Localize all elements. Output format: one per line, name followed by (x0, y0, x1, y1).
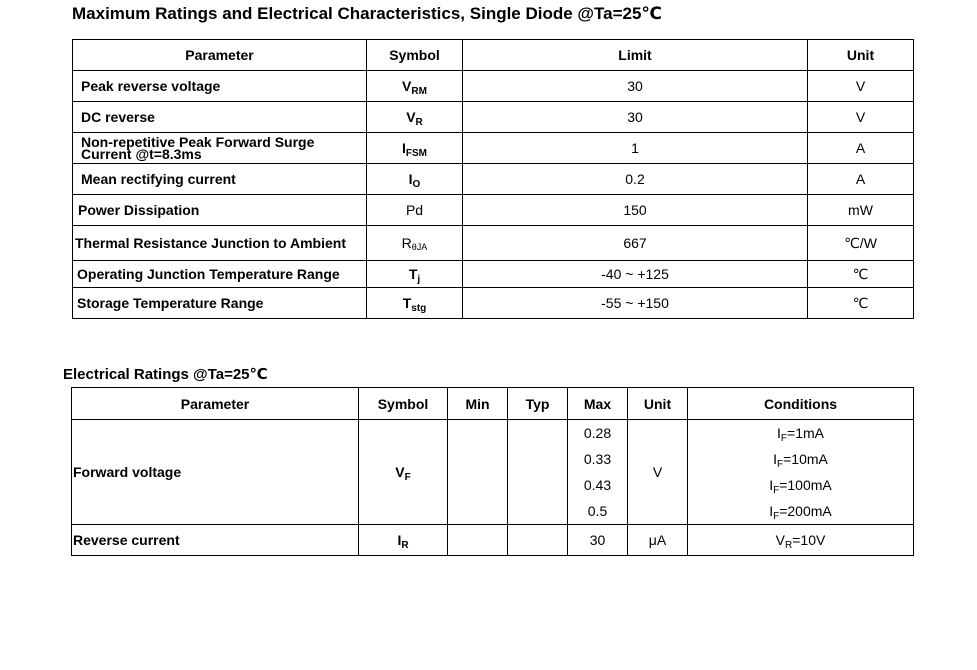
header-unit: Unit (808, 40, 914, 71)
max-value: 0.33 (583, 451, 612, 467)
limit-cell: 150 (463, 195, 808, 226)
header-min: Min (448, 388, 508, 420)
parameter-cell: Operating Junction Temperature Range (73, 261, 367, 288)
symbol-cell: $V_F$ (359, 420, 448, 525)
limit-cell: 30 (463, 71, 808, 102)
parameter-cell: Reverse current (72, 525, 359, 556)
conditions-cell: $V_R=10V$ (688, 525, 914, 556)
min-cell (448, 420, 508, 525)
header-symbol: Symbol (359, 388, 448, 420)
symbol-cell: Pd (367, 195, 463, 226)
symbol-cell: $I_O$ (367, 164, 463, 195)
parameter-cell: Peak reverse voltage (73, 71, 367, 102)
parameter-cell: Forward voltage (72, 420, 359, 525)
header-typ: Typ (508, 388, 568, 420)
symbol-cell: $T_j$ (367, 261, 463, 288)
symbol-cell: $I_{FSM}$ (367, 133, 463, 164)
maximum-ratings-title: Maximum Ratings and Electrical Characteristics, Single Diode @Ta=25℃ (72, 4, 663, 23)
limit-cell: 667 (463, 226, 808, 261)
header-conditions: Conditions (688, 388, 914, 420)
header-max: Max (568, 388, 628, 420)
table-row (73, 195, 914, 226)
condition: $I_F=10mA$ (773, 451, 828, 470)
table-row (73, 261, 914, 288)
unit-cell: A (808, 164, 914, 195)
parameter-cell: Mean rectifying current (73, 164, 367, 195)
limit-cell: 0.2 (463, 164, 808, 195)
header-parameter: Parameter (73, 40, 367, 71)
table-header-row (72, 388, 914, 420)
unit-cell: ℃ (808, 288, 914, 319)
condition: $I_F=1mA$ (777, 425, 824, 444)
symbol-cell: $V_{RM}$ (367, 71, 463, 102)
unit-cell: A (808, 133, 914, 164)
table-row (73, 288, 914, 319)
parameter-cell: Non-repetitive Peak Forward Surge Current @t=8.3ms (73, 133, 367, 164)
limit-cell: -40 ~ +125 (463, 261, 808, 288)
symbol-cell: RθJA (367, 226, 463, 261)
unit-cell: mW (808, 195, 914, 226)
unit-cell: ℃ (808, 261, 914, 288)
table-row (73, 164, 914, 195)
parameter-cell: Power Dissipation (73, 195, 367, 226)
max-value: 0.43 (583, 477, 612, 493)
header-limit: Limit (463, 40, 808, 71)
symbol-cell: $T_{stg}$ (367, 288, 463, 319)
table-row-forward-voltage (72, 420, 914, 525)
header-unit: Unit (628, 388, 688, 420)
table-row-reverse-current (72, 525, 914, 556)
electrical-ratings-title: Electrical Ratings @Ta=25℃ (63, 366, 268, 383)
max-value: 0.28 (583, 425, 612, 441)
parameter-cell: DC reverse (73, 102, 367, 133)
table-header-row (73, 40, 914, 71)
conditions-cell (688, 420, 914, 525)
limit-cell: 1 (463, 133, 808, 164)
maximum-ratings-table (72, 39, 914, 319)
unit-cell: μA (628, 525, 688, 556)
condition: $I_F=200mA$ (769, 503, 832, 522)
condition: $I_F=100mA$ (769, 477, 832, 496)
table-row (73, 226, 914, 261)
unit-cell: V (808, 71, 914, 102)
typ-cell (508, 525, 568, 556)
typ-cell (508, 420, 568, 525)
parameter-cell: Thermal Resistance Junction to Ambient (73, 226, 367, 261)
max-value: 0.5 (587, 503, 608, 519)
limit-cell: -55 ~ +150 (463, 288, 808, 319)
min-cell (448, 525, 508, 556)
header-parameter: Parameter (72, 388, 359, 420)
limit-cell: 30 (463, 102, 808, 133)
symbol-cell: $I_R$ (359, 525, 448, 556)
unit-cell: ℃/W (808, 226, 914, 261)
parameter-cell: Storage Temperature Range (73, 288, 367, 319)
table-row (73, 133, 914, 164)
electrical-ratings-table (71, 387, 914, 556)
table-row (73, 102, 914, 133)
max-cell (568, 420, 628, 525)
unit-cell: V (628, 420, 688, 525)
symbol-cell: $V_R$ (367, 102, 463, 133)
max-cell: 30 (568, 525, 628, 556)
unit-cell: V (808, 102, 914, 133)
table-row (73, 71, 914, 102)
header-symbol: Symbol (367, 40, 463, 71)
